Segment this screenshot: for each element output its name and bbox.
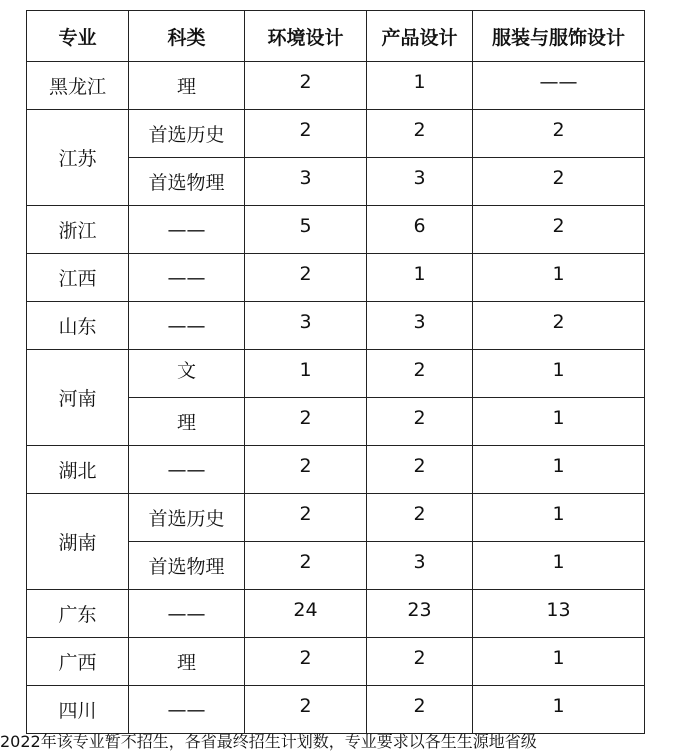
fashion-design-cell: 1: [473, 494, 645, 542]
category-cell: 首选物理: [129, 542, 245, 590]
product-design-cell: 2: [367, 494, 473, 542]
province-cell: 浙江: [27, 206, 129, 254]
fashion-design-cell: ——: [473, 62, 645, 110]
header-category: 科类: [129, 11, 245, 62]
header-fashion-design: 服装与服饰设计: [473, 11, 645, 62]
category-cell: ——: [129, 302, 245, 350]
env-design-cell: 2: [245, 254, 367, 302]
category-cell: 理: [129, 62, 245, 110]
product-design-cell: 23: [367, 590, 473, 638]
fashion-design-cell: 2: [473, 302, 645, 350]
env-design-cell: 3: [245, 158, 367, 206]
product-design-cell: 2: [367, 446, 473, 494]
category-cell: ——: [129, 686, 245, 734]
fashion-design-cell: 1: [473, 398, 645, 446]
table-row: [27, 638, 645, 686]
table-row: [27, 350, 645, 398]
province-cell: 四川: [27, 686, 129, 734]
category-cell: 理: [129, 398, 245, 446]
header-environment-design: 环境设计: [245, 11, 367, 62]
product-design-cell: 2: [367, 350, 473, 398]
category-cell: 理: [129, 638, 245, 686]
province-cell: 广西: [27, 638, 129, 686]
category-cell: 首选物理: [129, 158, 245, 206]
category-cell: 首选历史: [129, 110, 245, 158]
fashion-design-cell: 1: [473, 542, 645, 590]
table-row: [27, 590, 645, 638]
header-product-design: 产品设计: [367, 11, 473, 62]
fashion-design-cell: 2: [473, 206, 645, 254]
product-design-cell: 3: [367, 158, 473, 206]
fashion-design-cell: 2: [473, 110, 645, 158]
category-cell: ——: [129, 446, 245, 494]
province-cell: 黑龙江: [27, 62, 129, 110]
fashion-design-cell: 1: [473, 638, 645, 686]
fashion-design-cell: 2: [473, 158, 645, 206]
env-design-cell: 2: [245, 638, 367, 686]
fashion-design-cell: 1: [473, 446, 645, 494]
env-design-cell: 1: [245, 350, 367, 398]
province-cell: 河南: [27, 350, 129, 446]
env-design-cell: 2: [245, 110, 367, 158]
product-design-cell: 3: [367, 542, 473, 590]
footnote-text: 2022年该专业暂不招生，各省最终招生计划数，专业要求以各生生源地省级: [0, 732, 537, 751]
fashion-design-cell: 1: [473, 350, 645, 398]
env-design-cell: 24: [245, 590, 367, 638]
product-design-cell: 2: [367, 110, 473, 158]
category-cell: ——: [129, 254, 245, 302]
fashion-design-cell: 1: [473, 254, 645, 302]
env-design-cell: 5: [245, 206, 367, 254]
table-header-row: [27, 11, 645, 62]
env-design-cell: 2: [245, 686, 367, 734]
product-design-cell: 1: [367, 62, 473, 110]
fashion-design-cell: 1: [473, 686, 645, 734]
province-cell: 江西: [27, 254, 129, 302]
category-cell: 首选历史: [129, 494, 245, 542]
product-design-cell: 3: [367, 302, 473, 350]
table-row: [27, 686, 645, 734]
env-design-cell: 3: [245, 302, 367, 350]
table-row: [27, 494, 645, 542]
product-design-cell: 2: [367, 686, 473, 734]
table-row: [27, 206, 645, 254]
category-cell: ——: [129, 590, 245, 638]
env-design-cell: 2: [245, 494, 367, 542]
table-row: [27, 62, 645, 110]
province-cell: 广东: [27, 590, 129, 638]
env-design-cell: 2: [245, 542, 367, 590]
province-cell: 湖北: [27, 446, 129, 494]
category-cell: ——: [129, 206, 245, 254]
fashion-design-cell: 13: [473, 590, 645, 638]
table-row: [27, 302, 645, 350]
product-design-cell: 1: [367, 254, 473, 302]
table-row: [27, 254, 645, 302]
header-major: 专业: [27, 11, 129, 62]
env-design-cell: 2: [245, 398, 367, 446]
env-design-cell: 2: [245, 446, 367, 494]
category-cell: 文: [129, 350, 245, 398]
table-row: [27, 446, 645, 494]
product-design-cell: 6: [367, 206, 473, 254]
table-row: [27, 110, 645, 158]
enrollment-quota-table: [26, 10, 645, 734]
province-cell: 湖南: [27, 494, 129, 590]
env-design-cell: 2: [245, 62, 367, 110]
province-cell: 江苏: [27, 110, 129, 206]
province-cell: 山东: [27, 302, 129, 350]
product-design-cell: 2: [367, 398, 473, 446]
product-design-cell: 2: [367, 638, 473, 686]
